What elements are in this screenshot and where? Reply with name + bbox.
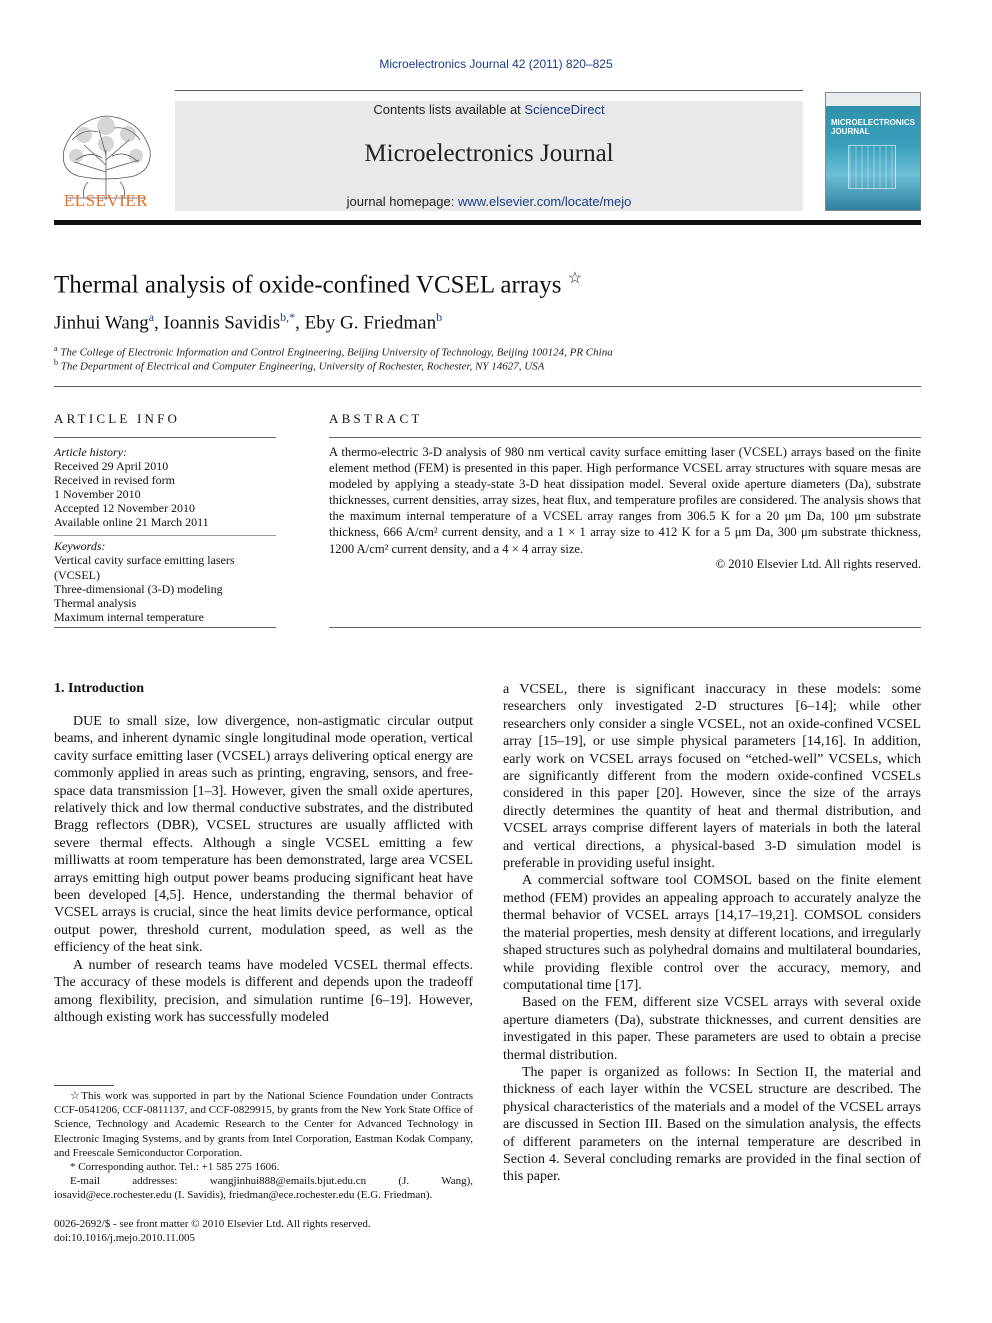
body-paragraph: a VCSEL, there is significant inaccuracy in these models: some researchers only investigated 2-D structures [6–14]; while other researchers only consider a single VCSEL, not an oxide-confined VCSEL array [15–19], or use simple physical parameters [14,16]. In addition, early work on VCSEL arrays focused on “etched-well” VCSELs, which are significantly different from the modern oxide-confined VCSELs considered in this paper [20]. However, since the size of the arrays directly determines the quantity of heat and thermal distribution, and VCSEL arrays comprise different layers of materials in both the lateral and vertical directions, a physical-based 3-D simulation model is preferable in providing useful insight. (503, 682, 921, 872)
footnotes (54, 1089, 473, 1203)
keywords-label: Keywords: (54, 539, 106, 553)
body-column-left (54, 713, 473, 1026)
front-matter (54, 1217, 473, 1245)
body-column-right (503, 681, 921, 1186)
title-footnote-mark[interactable]: ☆ (567, 270, 583, 287)
homepage-prefix: journal homepage: (346, 194, 458, 209)
article-history (54, 445, 276, 529)
article-title (54, 268, 582, 299)
section-heading-introduction: 1. Introduction (54, 681, 144, 696)
keyword-item: Three-dimensional (3-D) modeling (54, 581, 223, 596)
abstract-text: A thermo-electric 3-D analysis of 980 nm vertical cavity surface emitting laser (VCSEL) arrays based on the finite element method (FEM) is presented in this paper. High performance VCSEL array structures with square mesas are modeled by applying a steady-state 3-D heat dissipation model. Several oxide aperture diameters (Da), substrate thicknesses, current densities, array sizes, heat flux, and temperature profiles are considered. The analysis shows that the maximum internal temperature of a VCSEL array ranges from 306.5 K for a 20 μm Da, 100 μm substrate thickness, 666 A/cm² current density, and a 1 × 1 array size to 412 K for a 5 μm Da, 300 μm substrate thickness, 1200 A/cm² current density, and a 4 × 4 array size. (329, 445, 921, 556)
affiliation-a (54, 344, 613, 359)
cover-chip-graphic (848, 145, 896, 189)
affiliation-sup: b (54, 358, 58, 367)
affiliation-text: The College of Electronic Information and Control Engineering, Beijing University of Technology, Beijing 100124, PR China (60, 346, 613, 359)
homepage-line (175, 194, 803, 209)
author-affil-sup[interactable]: b,* (280, 310, 296, 324)
cover-title-line2: JOURNAL (831, 127, 870, 136)
footnote-rule (54, 1085, 114, 1086)
footnote-corresponding: * Corresponding author. Tel.: +1 585 275 1606. (70, 1161, 280, 1174)
history-rule (54, 535, 276, 536)
history-label: Article history: (54, 445, 127, 459)
cover-top-band (826, 93, 920, 106)
body-paragraph: DUE to small size, low divergence, non-astigmatic circular output beams, and inherent dynamic single longitudinal mode operation, vertical cavity surface emitting laser (VCSEL) arrays delivering optical energy are commonly applied in areas such as printing, engraving, sensors, and free-space data transmission [1–3]. However, given the small oxide apertures, relatively thick and low thermal conductive substrates, and the distributed Bragg reflectors (DBR), VCSEL structures are usually afflicted with severe thermal effects. Although a single VCSEL emitting a few milliwatts at room temperature has been demonstrated, large area VCSEL arrays emitting high output power beams producing significant heat have been developed [4,5]. Hence, understanding the thermal behavior of VCSEL arrays is crucial, since the heat limits device performance, optical output power, threshold current, modulation speed, as well as the efficiency of the heat sink. (54, 714, 473, 956)
history-item: 1 November 2010 (54, 487, 141, 501)
keyword-item: Vertical cavity surface emitting lasers (54, 553, 235, 568)
author-name[interactable]: Eby G. Friedman (304, 312, 437, 334)
journal-citation[interactable]: Microelectronics Journal 42 (2011) 820–825 (379, 57, 613, 71)
doi-link[interactable]: doi:10.1016/j.mejo.2010.11.005 (54, 1232, 196, 1245)
abstract-heading: ABSTRACT (329, 411, 423, 426)
article-info-heading: ARTICLE INFO (54, 411, 181, 426)
keyword-item: (VCSEL) (54, 567, 100, 582)
author-list: Jinhui Wang$^a$, Ioannis Savidis$^{b,*}$, Eby G. Friedman$^b$ (54, 310, 443, 334)
body-paragraph: A number of research teams have modeled VCSEL thermal effects. The accuracy of these models is different and depends upon the tradeoff among flexibility, precision, and simulation runtime [6–19]. However, although existing work has successfully modeled (54, 957, 473, 1025)
footnote-funding: ☆This work was supported in part by the National Science Foundation under Contracts CCF-0541206, CCF-0811137, and CCF-0829915, by grants from the New York State Office of Science, Technology and Academic Research to the Center for Advanced Technology in Electronic Imaging Systems, and by grants from Intel Corporation, Eastman Kodak Company, and Freescale Semiconductor Corporation. (54, 1090, 473, 1159)
body-paragraph: A commercial software tool COMSOL based on the finite element method (FEM) provides an appealing approach to accurately analyze the thermal behavior of VCSEL arrays [14,17–19,21]. COMSOL considers the material properties, mesh density at different locations, and irregularly shaped structures such as polyhedral domains and multilateral boundaries, while providing flexible control over the accuracy, memory, and computational time [17]. (503, 873, 921, 993)
author-affil-sup[interactable]: a (148, 310, 155, 324)
abstract-top-rule (329, 437, 921, 438)
header-rule (175, 90, 803, 91)
author-affil-sup[interactable]: b (436, 310, 443, 324)
header-thick-rule (54, 220, 921, 225)
contents-prefix: Contents lists available at (373, 102, 525, 117)
journal-homepage-link[interactable]: www.elsevier.com/locate/mejo (457, 194, 632, 209)
affiliation-rule (54, 386, 921, 387)
keyword-item: Maximum internal temperature (54, 610, 204, 625)
issn-line: 0026-2692/$ - see front matter © 2010 Elsevier Ltd. All rights reserved. (54, 1218, 371, 1230)
keyword-item: Thermal analysis (54, 596, 137, 611)
journal-cover-image (825, 92, 921, 211)
article-info-rule (54, 437, 276, 438)
author-name[interactable]: Ioannis Savidis (163, 312, 281, 334)
keywords-rule (54, 627, 276, 628)
cover-title-line1: MICROELECTRONICS (831, 118, 915, 127)
history-item: Accepted 12 November 2010 (54, 501, 195, 515)
history-item: Received in revised form (54, 473, 175, 487)
keywords (54, 539, 276, 625)
affiliation-sup: a (54, 344, 58, 353)
affiliation-b (54, 358, 544, 373)
contents-line (175, 102, 803, 117)
article-title-text: Thermal analysis of oxide-confined VCSEL arrays (54, 271, 562, 299)
author-name[interactable]: Jinhui Wang (54, 312, 149, 334)
abstract-bottom-rule (329, 627, 921, 628)
abstract-copyright: © 2010 Elsevier Ltd. All rights reserved. (715, 557, 921, 571)
journal-name: Microelectronics Journal (364, 140, 614, 167)
cover-title (831, 118, 917, 136)
body-paragraph: Based on the FEM, different size VCSEL arrays with several oxide aperture diameters (Da), substrate thicknesses, and current densities are investigated in this paper. These parameters are used to obtain a precise thermal distribution. (503, 995, 921, 1063)
elsevier-wordmark: ELSEVIER (63, 191, 149, 210)
sciencedirect-link[interactable]: ScienceDirect (524, 102, 605, 117)
history-item: Available online 21 March 2011 (54, 515, 209, 529)
footnote-emails[interactable]: E-mail addresses: wangjinhui888@emails.bjut.edu.cn (J. Wang), iosavid@ece.rochester.edu (I. Savidis), friedman@ece.rochester.edu (E.G. Friedman). (54, 1175, 473, 1202)
affiliation-text: The Department of Electrical and Computer Engineering, University of Rochester, Rochester, NY 14627, USA (60, 360, 545, 373)
body-paragraph: The paper is organized as follows: In Section II, the material and thickness of each layer within the VCSEL structure are described. The physical characteristics of the materials and a model of the VCSEL arrays are discussed in Section III. Based on the simulation analysis, the effects of different parameters on the internal temperature are described in Section 4. Several concluding remarks are provided in the final section of this paper. (503, 1064, 921, 1185)
history-item: Received 29 April 2010 (54, 459, 169, 473)
